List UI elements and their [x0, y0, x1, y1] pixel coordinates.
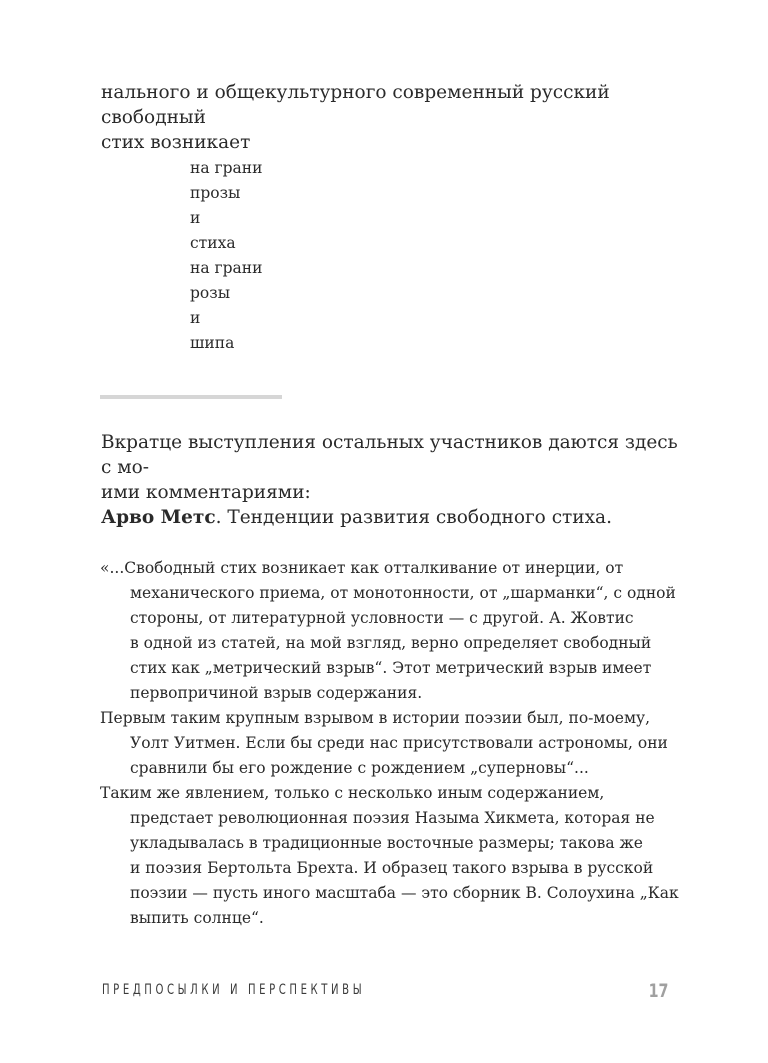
quote-line: выпить солнце“.	[130, 909, 264, 927]
quote-line: сравнили бы его рождение с рождением „суперновы“...	[130, 759, 589, 777]
lead-line: ими комментариями:	[101, 482, 311, 503]
page-number: 17	[648, 980, 668, 1002]
poem	[190, 156, 262, 356]
quote-paragraph	[100, 781, 680, 931]
talk-title: . Тенденции развития свободного стиха.	[215, 507, 612, 528]
intro-line: нального и общекультурного современный русский свободный	[101, 82, 610, 128]
poem-line: стиха	[190, 234, 236, 252]
quote-line: Уолт Уитмен. Если бы среди нас присутствовали астрономы, они	[130, 734, 668, 752]
poem-line: и	[190, 309, 201, 327]
quote-line: и поэзия Бертольта Брехта. И образец такого взрыва в русской	[130, 859, 654, 877]
quote-line: «...Свободный стих возникает как отталкивание от инерции, от	[100, 559, 624, 577]
quote-line: предстает революционная поэзия Назыма Хикмета, которая не	[130, 809, 655, 827]
poem-line: шипа	[190, 334, 235, 352]
speaker-name: Арво Метс	[101, 507, 216, 528]
lead-paragraph	[101, 430, 681, 505]
quote-paragraph	[100, 706, 680, 781]
quote-line: в одной из статей, на мой взгляд, верно определяет свободный	[130, 634, 652, 652]
quote-line: стих как „метрический взрыв“. Этот метрический взрыв имеет	[130, 659, 652, 677]
intro-paragraph	[101, 80, 681, 155]
poem-line: и	[190, 209, 201, 227]
intro-line: стих возникает	[101, 132, 251, 153]
poem-line: прозы	[190, 184, 241, 202]
quote-line: укладывалась в традиционные восточные размеры; такова же	[130, 834, 643, 852]
quote-line: механического приема, от монотонности, от „шарманки“, с одной	[130, 584, 676, 602]
quote-line: поэзии — пусть иного масштаба — это сборник В. Солоухина „Как	[130, 884, 679, 902]
quotation-block	[100, 556, 680, 931]
running-footer-title: ПРЕДПОСЫЛКИ И ПЕРСПЕКТИВЫ	[102, 982, 366, 998]
quote-line: Первым таким крупным взрывом в истории поэзии был, по-моему,	[100, 709, 651, 727]
speaker-heading	[101, 505, 681, 530]
quote-line: Таким же явлением, только с несколько иным содержанием,	[100, 784, 605, 802]
section-divider	[100, 395, 282, 399]
quote-paragraph	[100, 556, 680, 706]
quote-line: стороны, от литературной условности — с другой. А. Жовтис	[130, 609, 634, 627]
poem-line: на грани	[190, 259, 263, 277]
lead-line: Вкратце выступления остальных участников даются здесь с мо-	[101, 432, 678, 478]
poem-line: на грани	[190, 159, 263, 177]
quote-line: первопричиной взрыв содержания.	[130, 684, 423, 702]
poem-line: розы	[190, 284, 231, 302]
